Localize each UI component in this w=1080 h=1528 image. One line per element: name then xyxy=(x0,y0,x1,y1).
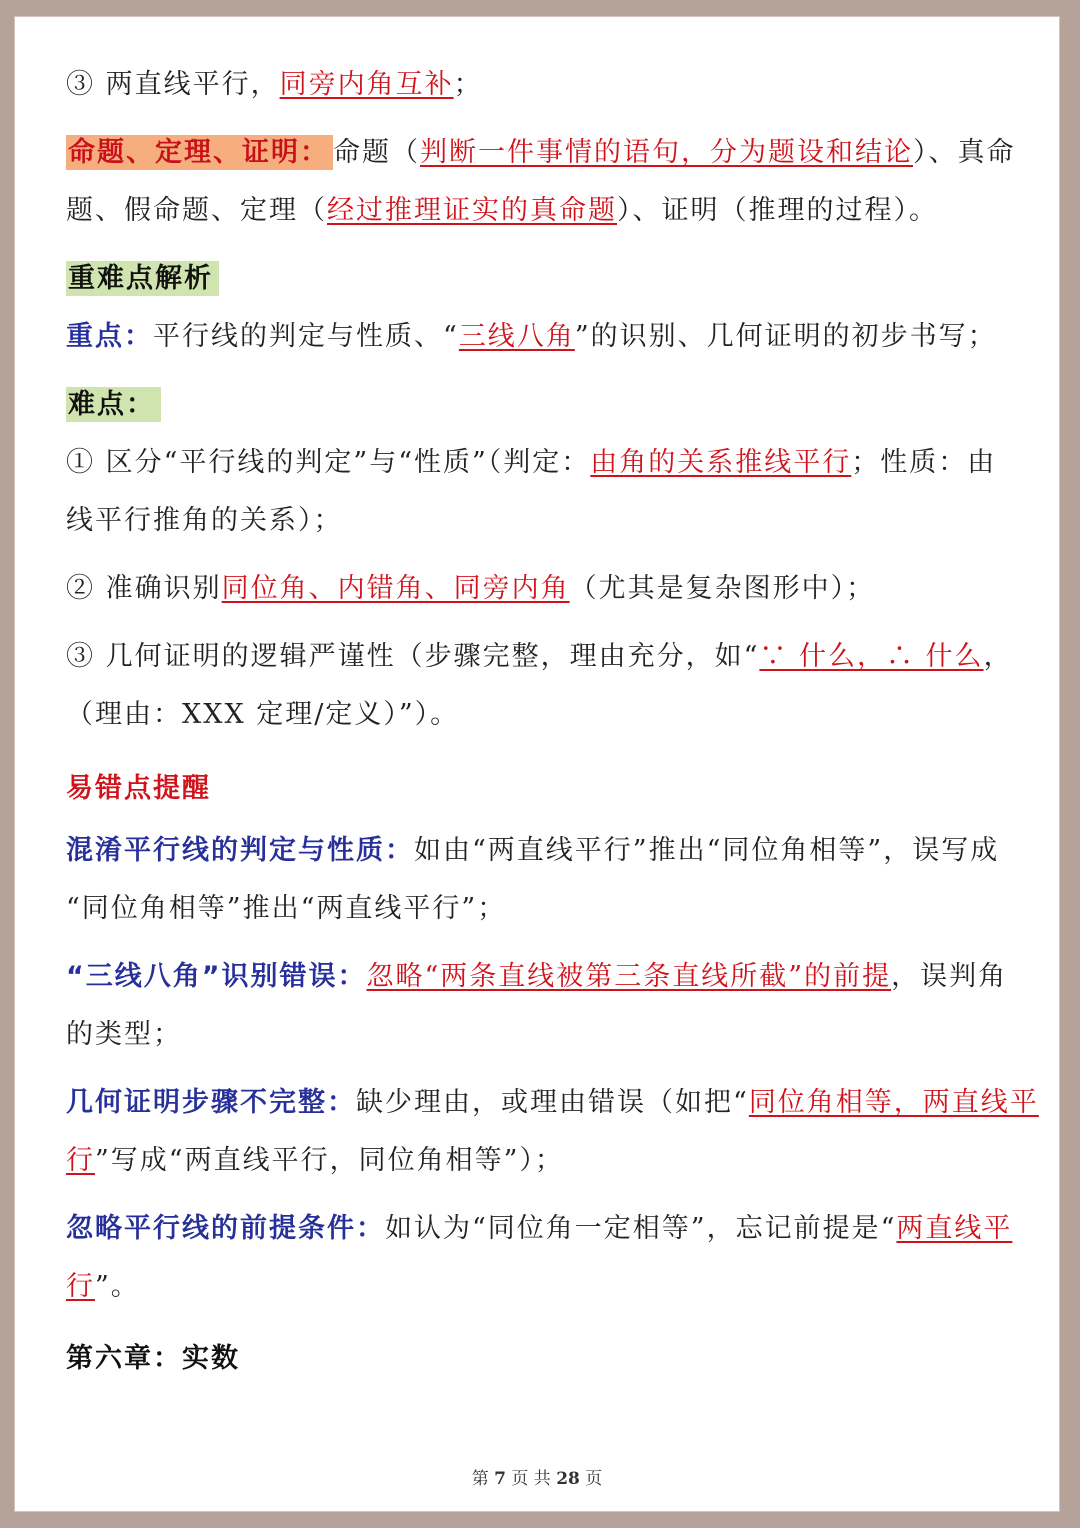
key-text: 由角的关系推线平行 xyxy=(590,447,852,478)
text: 如由“两直线平行”推出“同位角相等”，误写成 xyxy=(414,835,1000,866)
key-text: 经过推理证实的真命题 xyxy=(327,195,617,226)
text: ；性质：由 xyxy=(851,447,997,478)
page-number: 7 xyxy=(494,1469,506,1489)
line-error-4 xyxy=(66,1200,1016,1258)
label: 忽略平行线的前提条件： xyxy=(66,1213,385,1244)
line-error-3 xyxy=(66,1074,1039,1132)
line-difficulty-3 xyxy=(66,628,1016,686)
text: 的类型； xyxy=(66,1019,182,1050)
footer-text: 第 xyxy=(471,1469,489,1489)
section-heading: 重难点解析 xyxy=(66,261,219,296)
label: “三线八角”识别错误： xyxy=(66,961,367,992)
line-error-2 xyxy=(66,948,1016,1006)
key-text: 同旁内角互补 xyxy=(279,69,454,100)
chapter-title: 第六章：实数 xyxy=(66,1343,240,1374)
chapter-heading xyxy=(66,1330,1016,1388)
line-proposition xyxy=(66,124,1016,182)
key-text: 行 xyxy=(66,1145,95,1176)
label: 混淆平行线的判定与性质： xyxy=(66,835,414,866)
line-error-1 xyxy=(66,822,1016,880)
highlight-label: 命题、定理、证明： xyxy=(66,135,333,170)
line-key-points xyxy=(66,308,1016,366)
key-text: 同位角、内错角、同旁内角 xyxy=(221,573,570,604)
line-error-2-cont xyxy=(66,1006,1016,1064)
text: ① 区分“平行线的判定”与“性质”（判定： xyxy=(66,447,591,478)
text: （理由：XXX 定理/定义）”）。 xyxy=(66,699,460,730)
key-text: 三线八角 xyxy=(458,321,575,352)
text: ）、真命 xyxy=(913,137,1016,168)
page-footer xyxy=(14,1464,1060,1489)
key-text: ∵ 什么，∴ 什么 xyxy=(759,641,984,672)
heading-difficulties xyxy=(66,376,1016,434)
total-pages: 28 xyxy=(556,1469,580,1489)
text: 如认为“同位角一定相等”，忘记前提是“ xyxy=(385,1213,897,1244)
line-difficulty-1 xyxy=(66,434,1016,492)
document-page xyxy=(14,16,1060,1512)
text: 线平行推角的关系）； xyxy=(66,505,343,536)
text: （尤其是复杂图形中）； xyxy=(569,573,876,604)
text: “同位角相等”推出“两直线平行”； xyxy=(66,893,507,924)
text: 平行线的判定与性质、“ xyxy=(153,321,459,352)
key-text: 判断一件事情的语句，分为题设和结论 xyxy=(420,137,913,168)
section-heading: 易错点提醒 xyxy=(66,773,211,804)
footer-text: 页 xyxy=(585,1469,603,1489)
text: ； xyxy=(453,69,483,100)
key-text: 两直线平 xyxy=(896,1213,1013,1244)
text: ，误判角 xyxy=(891,961,1008,992)
key-text: 行 xyxy=(66,1271,95,1302)
footer-text: 页 共 xyxy=(511,1469,551,1489)
text: ③ 几何证明的逻辑严谨性（步骤完整，理由充分，如“ xyxy=(66,641,760,672)
line-difficulty-3-cont xyxy=(66,686,1016,744)
text: 缺少理由，或理由错误（如把“ xyxy=(356,1087,749,1118)
text: ③ 两直线平行， xyxy=(66,69,280,100)
heading-key-difficult xyxy=(66,250,1016,308)
text: ”。 xyxy=(95,1271,140,1302)
line-error-3-cont xyxy=(66,1132,1016,1190)
line-error-4-cont xyxy=(66,1258,1016,1316)
line-property-3 xyxy=(66,56,1016,114)
label: 重点： xyxy=(66,321,153,352)
text: ② 准确识别 xyxy=(66,573,222,604)
text: 题、假命题、定理（ xyxy=(66,195,327,226)
text: 命题（ xyxy=(333,137,420,168)
line-difficulty-1-cont xyxy=(66,492,1016,550)
text: ）、证明（推理的过程）。 xyxy=(617,195,938,226)
line-proposition-cont xyxy=(66,182,1016,240)
text: ， xyxy=(983,641,1013,672)
heading-common-errors xyxy=(66,760,1016,818)
key-text: 忽略“两条直线被第三条直线所截”的前提 xyxy=(366,961,892,992)
section-heading: 难点： xyxy=(66,387,161,422)
line-difficulty-2 xyxy=(66,560,1016,618)
label: 几何证明步骤不完整： xyxy=(66,1087,356,1118)
line-error-1-cont xyxy=(66,880,1016,938)
text: ”写成“两直线平行，同位角相等”）； xyxy=(95,1145,564,1176)
text: ”的识别、几何证明的初步书写； xyxy=(574,321,997,352)
key-text: 同位角相等，两直线平 xyxy=(748,1087,1039,1118)
